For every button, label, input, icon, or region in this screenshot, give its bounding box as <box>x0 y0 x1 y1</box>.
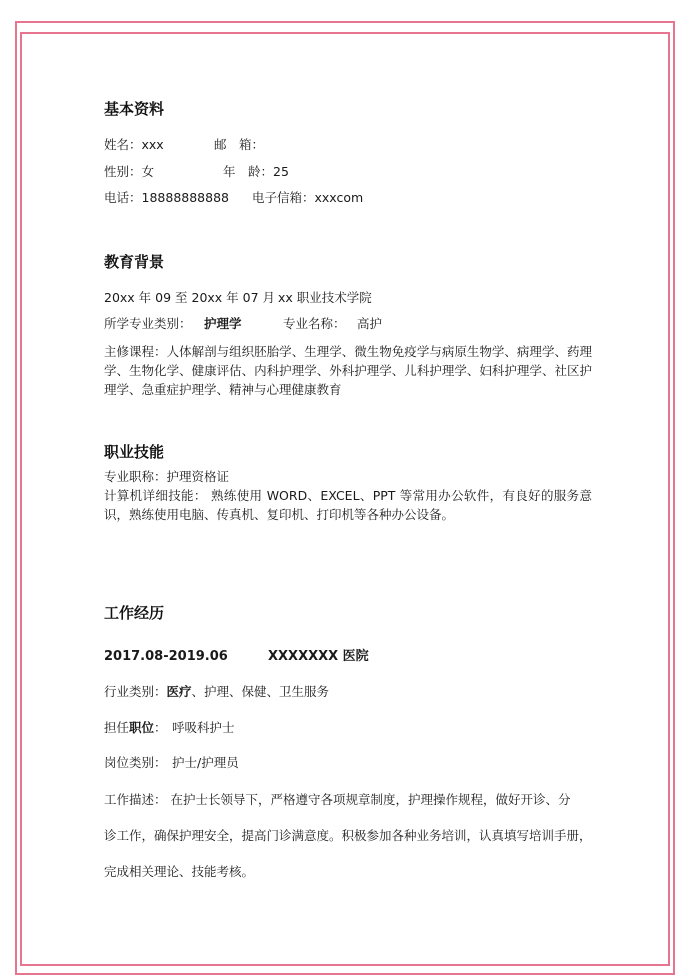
name-row <box>104 137 164 153</box>
industry-bold: 医疗 <box>166 684 192 699</box>
cert-text: 专业职称：护理资格证 <box>104 469 230 484</box>
gender-label: 性别： <box>104 164 142 179</box>
work-desc-line-3: 完成相关理论、技能考核。 <box>104 864 255 879</box>
phone-row <box>104 190 229 206</box>
age-row <box>223 164 289 180</box>
gender-row <box>104 164 154 180</box>
computer-skills-text: 计算机详细技能： 熟练使用 WORD、EXCEL、PPT 等常用办公软件，有良好的服务意识，熟练使用电脑、传真机、复印机、打印机等各种办公设备。 <box>104 488 592 522</box>
section-title-skills: 职业技能 <box>104 443 165 461</box>
email-label: 邮 箱： <box>214 137 265 152</box>
category-label: 所学专业类别： <box>104 316 192 331</box>
name-value: xxx <box>141 137 164 152</box>
phone-label: 电话： <box>104 190 142 205</box>
category-value: 护理学 <box>204 316 242 331</box>
major-value: 高护 <box>357 316 383 331</box>
age-label: 年 龄： <box>223 164 274 179</box>
work-desc-line-1: 工作描述： 在护士长领导下，严格遵守各项规章制度，护理操作规程，做好开诊、分 <box>104 792 571 807</box>
industry-label: 行业类别： <box>104 684 167 699</box>
position-row <box>104 720 167 736</box>
major-row <box>283 316 346 332</box>
section-title-education: 教育背景 <box>104 253 165 271</box>
position-label-2: ： <box>154 720 167 735</box>
position-label-1: 担任 <box>104 720 130 735</box>
email2-label: 电子信箱： <box>252 190 315 205</box>
phone-value: 18888888888 <box>141 190 229 205</box>
email2-value: xxxcom <box>314 190 364 205</box>
age-value: 25 <box>273 164 289 179</box>
work-desc-line-2: 诊工作，确保护理安全，提高门诊满意度。积极参加各种业务培训，认真填写培训手册， <box>104 828 592 843</box>
gender-value: 女 <box>141 164 155 179</box>
work-period: 2017.08-2019.06 <box>104 649 228 664</box>
education-period: 20xx 年 09 至 20xx 年 07 月 <box>104 290 276 305</box>
industry-row <box>104 684 329 700</box>
post-label: 岗位类别： <box>104 755 167 770</box>
major-label: 专业名称： <box>283 316 346 331</box>
section-title-work: 工作经历 <box>104 604 165 622</box>
section-title-basic-info: 基本资料 <box>104 100 165 118</box>
industry-rest: 、护理、保健、卫生服务 <box>191 684 330 699</box>
position-value: 呼吸科护士 <box>172 720 235 735</box>
position-label-bold: 职位 <box>129 720 155 735</box>
work-hospital: XXXXXXX 医院 <box>268 649 369 664</box>
email2-row <box>252 190 363 206</box>
post-value: 护士/护理员 <box>172 755 239 770</box>
name-label: 姓名： <box>104 137 142 152</box>
category-row <box>104 316 192 332</box>
courses-text: 主修课程：人体解剖与组织胚胎学、生理学、微生物免疫学与病原生物学、病理学、药理学、生物化学、健康评估、内科护理学、外科护理学、儿科护理学、妇科护理学、社区护理学、急重症护理学、精神与心理健康教育 <box>104 344 592 397</box>
education-school: xx 职业技术学院 <box>278 290 372 305</box>
